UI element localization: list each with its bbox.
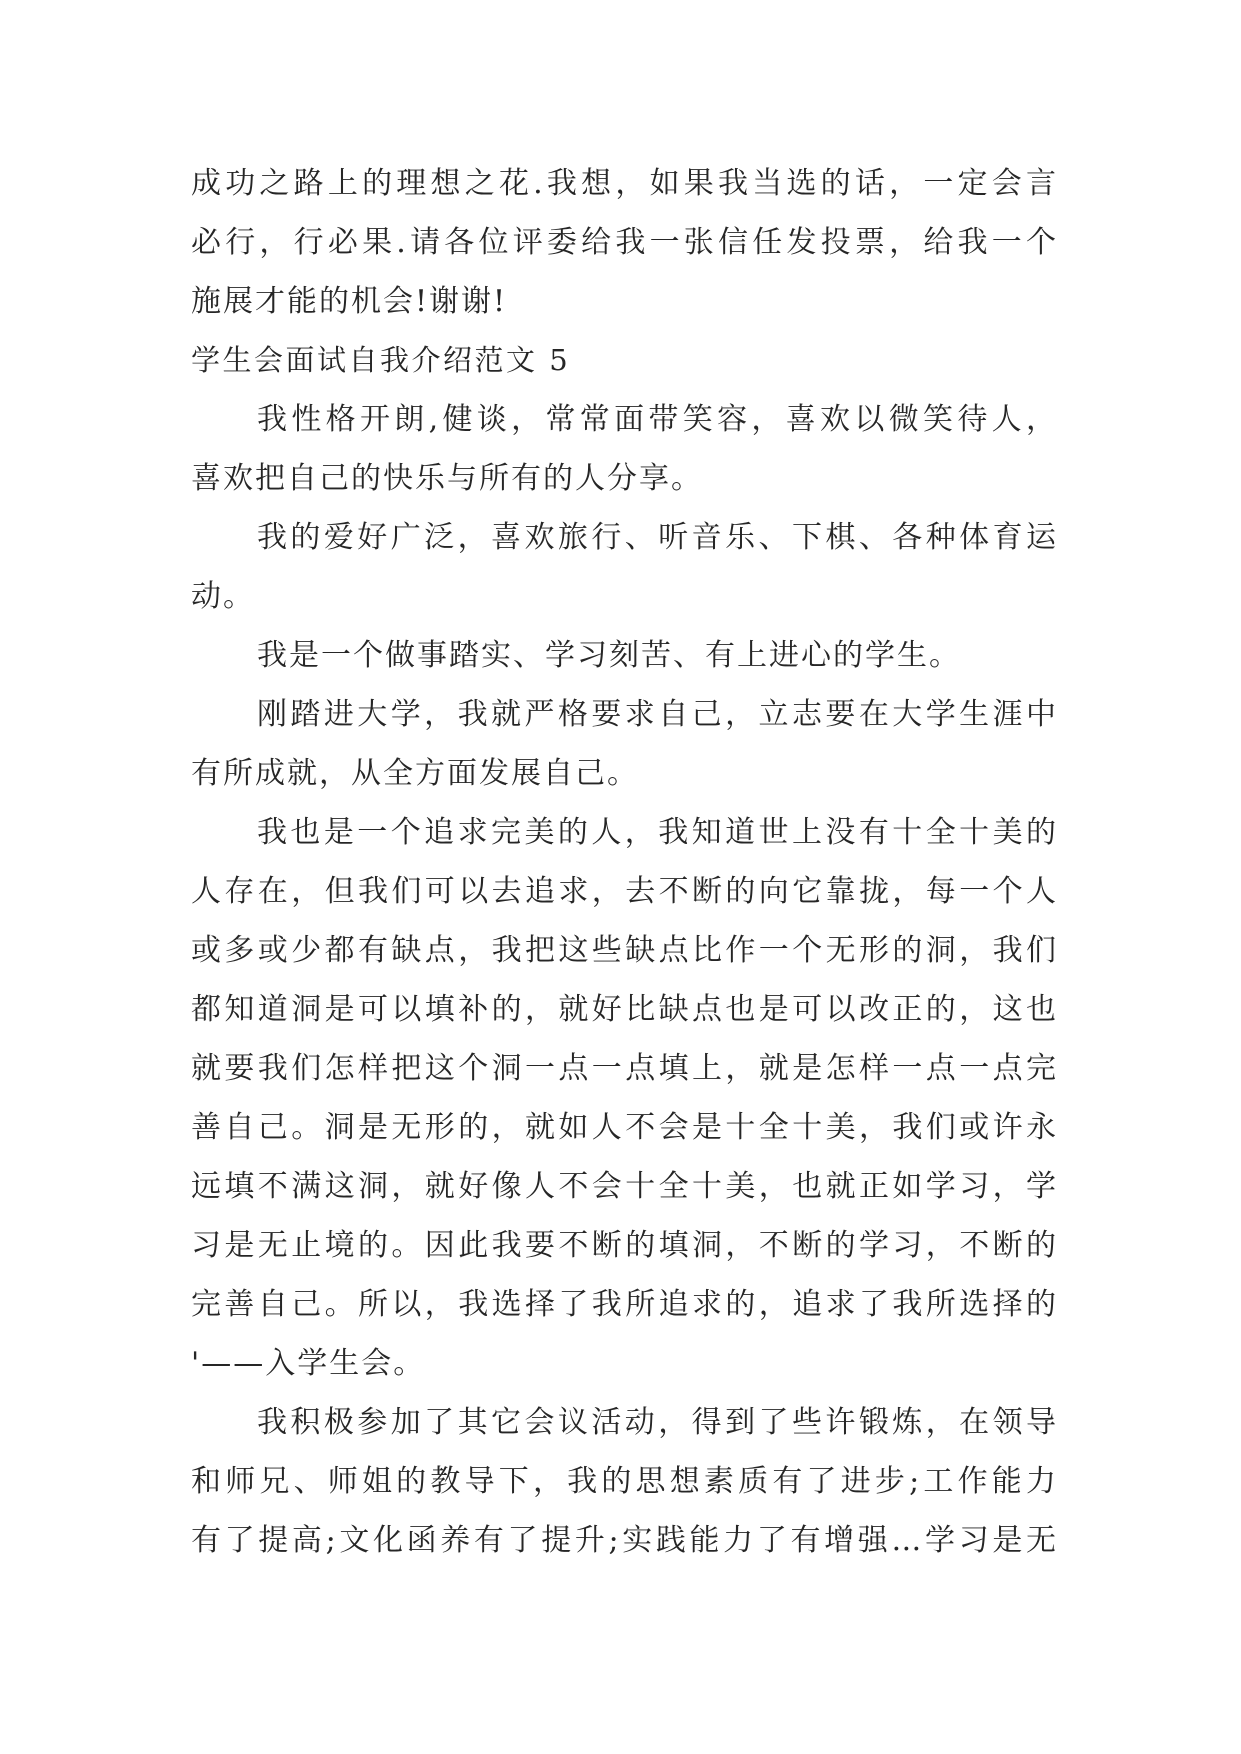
text-line: 远填不满这洞，就好像人不会十全十美，也就正如学习，学 [191, 1169, 1056, 1204]
paragraph [191, 803, 1056, 1393]
text-line: 我也是一个追求完美的人，我知道世上没有十全十美的 [257, 815, 1056, 850]
text-line: '——入学生会。 [191, 1346, 426, 1381]
text-line: 都知道洞是可以填补的，就好比缺点也是可以改正的，这也 [191, 992, 1056, 1027]
text-line: 我性格开朗,健谈，常常面带笑容，喜欢以微笑待人， [257, 402, 1056, 437]
text-line: 有了提高;文化函养有了提升;实践能力了有增强…学习是无 [191, 1523, 1056, 1558]
text-line: 我积极参加了其它会议活动，得到了些许锻炼，在领导 [257, 1405, 1056, 1440]
text-line: 人存在，但我们可以去追求，去不断的向它靠拢，每一个人 [191, 874, 1056, 909]
paragraph [191, 508, 1056, 626]
text-line: 必行，行必果.请各位评委给我一张信任发投票，给我一个 [191, 225, 1056, 260]
paragraph [191, 685, 1056, 803]
document-body [191, 154, 1056, 1570]
text-line: 喜欢把自己的快乐与所有的人分享。 [191, 461, 703, 496]
text-line: 施展才能的机会!谢谢! [191, 284, 508, 319]
paragraph [191, 390, 1056, 508]
paragraph [191, 626, 1056, 685]
continued-paragraph [191, 154, 1056, 331]
text-line: 就要我们怎样把这个洞一点一点填上，就是怎样一点一点完 [191, 1051, 1056, 1086]
text-line: 成功之路上的理想之花.我想，如果我当选的话，一定会言 [191, 166, 1056, 201]
text-line: 和师兄、师姐的教导下，我的思想素质有了进步;工作能力 [191, 1464, 1056, 1499]
text-line: 有所成就，从全方面发展自己。 [191, 756, 639, 791]
section-heading: 学生会面试自我介绍范文 5 [191, 343, 571, 377]
text-line: 完善自己。所以，我选择了我所追求的，追求了我所选择的 [191, 1287, 1056, 1322]
text-line: 善自己。洞是无形的，就如人不会是十全十美，我们或许永 [191, 1110, 1056, 1145]
text-line: 习是无止境的。因此我要不断的填洞，不断的学习，不断的 [191, 1228, 1056, 1263]
text-line: 或多或少都有缺点，我把这些缺点比作一个无形的洞，我们 [191, 933, 1056, 968]
text-line: 我是一个做事踏实、学习刻苦、有上进心的学生。 [257, 638, 961, 673]
text-line: 动。 [191, 579, 255, 614]
text-line: 刚踏进大学，我就严格要求自己，立志要在大学生涯中 [257, 697, 1056, 732]
text-line: 我的爱好广泛，喜欢旅行、听音乐、下棋、各种体育运 [257, 520, 1056, 555]
paragraph [191, 1393, 1056, 1570]
